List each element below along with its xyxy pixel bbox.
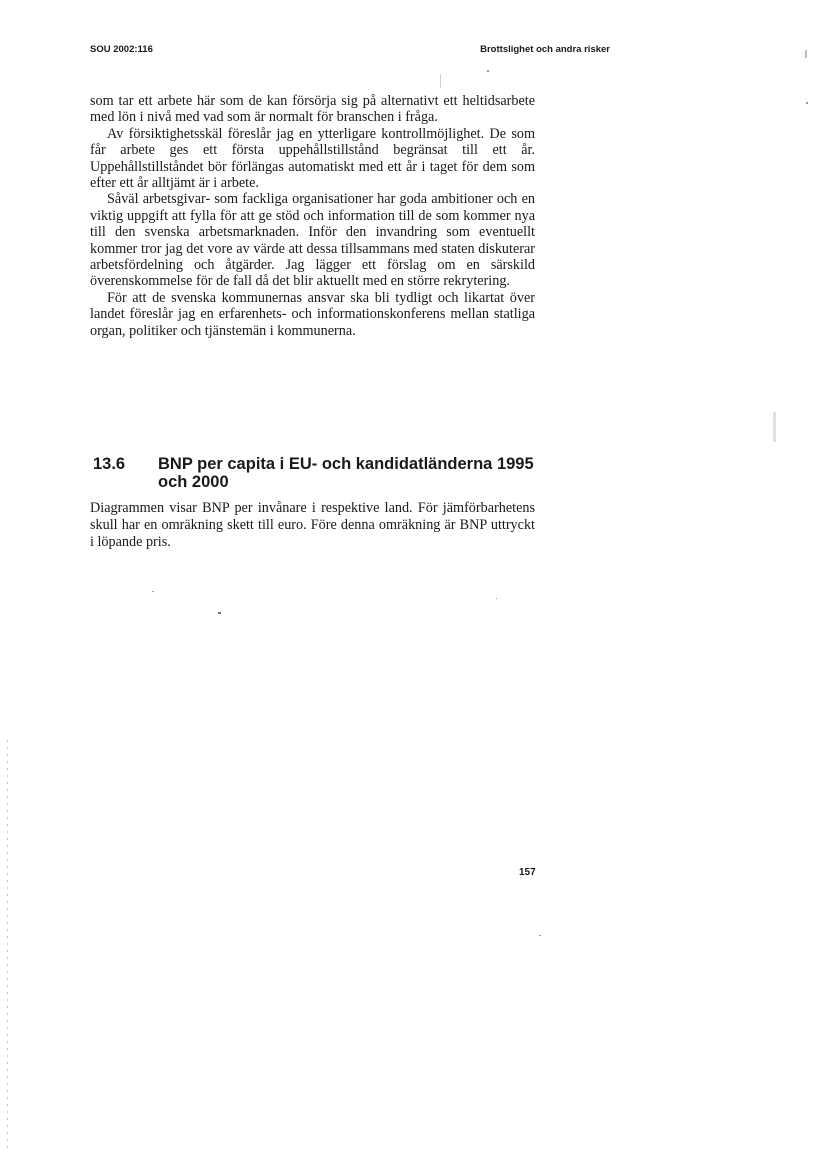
body-text (90, 93, 535, 339)
scan-speck (805, 50, 807, 58)
paragraph: Såväl arbetsgivar- som fackliga organisationer har goda ambitioner och en viktig uppgift att fylla för att ge stöd och information till de som kommer nya till den svenska arbetsmarknaden. Inför den invandring som eventuellt kommer tror jag det vore av värde att dessa tillsammans med staten diskuterar arbetsfördelning och åtgärder. Jag lägger ett förslag om en särskild överenskommelse för de fall då det blir aktuellt med en större rekrytering. (90, 191, 535, 290)
scan-speck (773, 412, 776, 442)
scan-speck (487, 70, 489, 72)
scan-speck (218, 612, 221, 614)
scan-speck (440, 74, 441, 88)
section-intro (90, 500, 535, 550)
scan-edge (7, 740, 8, 1150)
section-number: 13.6 (93, 455, 126, 473)
chapter-title: Brottslighet och andra risker (480, 44, 610, 55)
scan-speck (806, 102, 808, 104)
paragraph: som tar ett arbete här som de kan försörja sig på alternativt ett heltidsarbete med lön i nivå med vad som är normalt för branschen i fråga. (90, 93, 535, 126)
page-number: 157 (519, 867, 536, 878)
scan-speck (152, 591, 154, 592)
scan-speck (539, 935, 541, 936)
section-title: BNP per capita i EU- och kandidatländerna 1995 och 2000 (158, 455, 534, 491)
paragraph: Av försiktighetsskäl föreslår jag en ytterligare kontrollmöjlighet. De som får arbete ges ett första uppehållstillstånd begränsat till ett år. Uppehållstillståndet bör förlängas automatiskt med ett år i taget för dem som efter ett år alltjämt är i arbete. (90, 125, 535, 192)
report-identifier: SOU 2002:116 (90, 44, 153, 55)
paragraph: För att de svenska kommunernas ansvar ska bli tydligt och likartat över landet föreslår jag en erfarenhets- och informationskonferens mellan statliga organ, politiker och tjänstemän i kommunerna. (90, 289, 535, 339)
paragraph: Diagrammen visar BNP per invånare i respektive land. För jämförbarhetens skull har en omräkning skett till euro. Före denna omräkning är BNP uttryckt i löpande pris. (90, 500, 535, 550)
scan-speck (496, 598, 497, 599)
